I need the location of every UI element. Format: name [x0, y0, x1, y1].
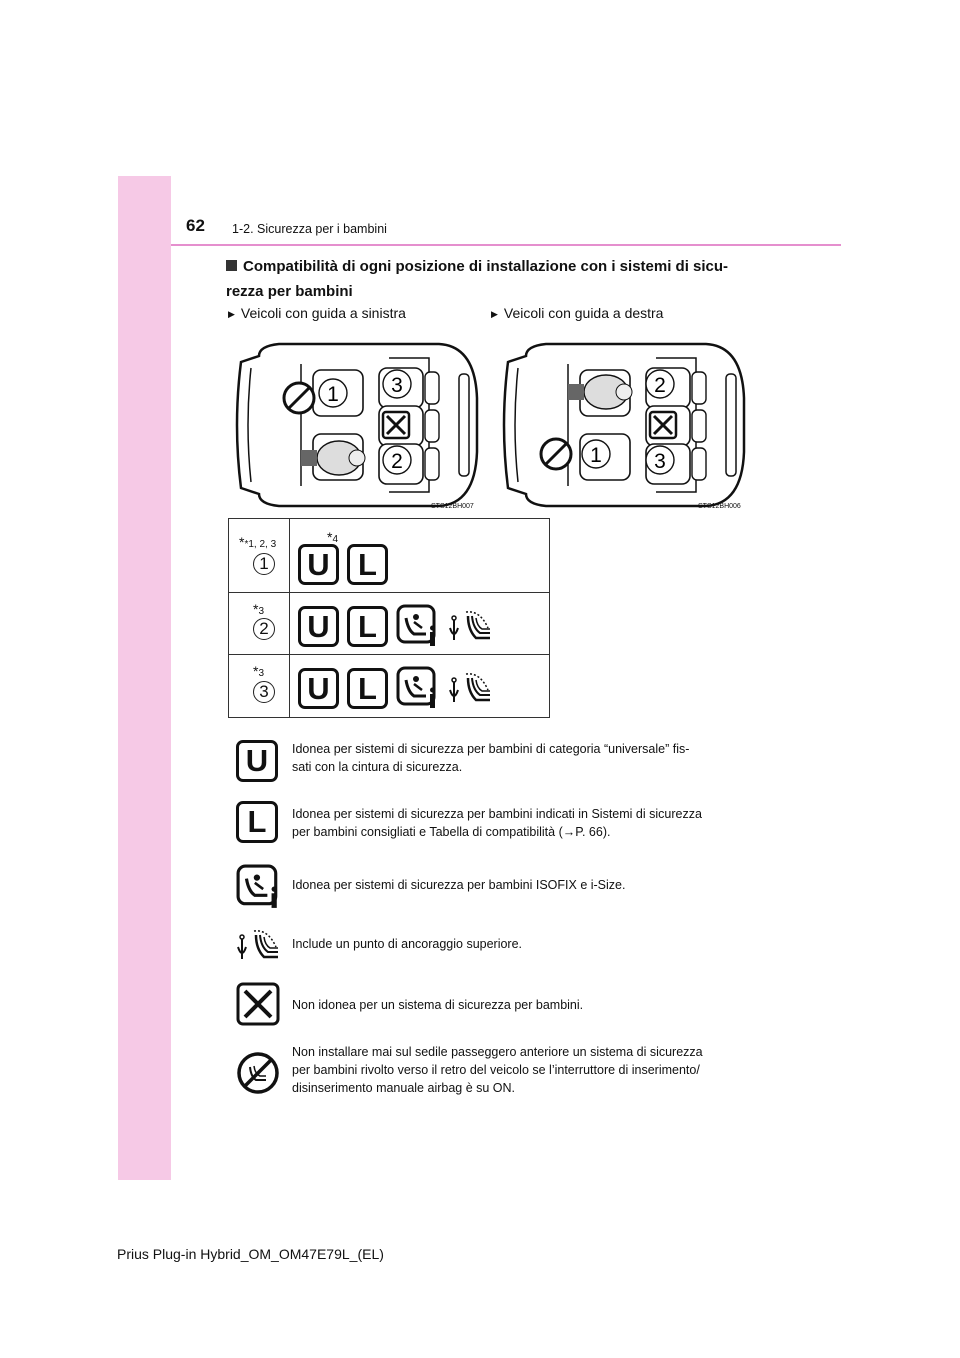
compatibility-table [228, 518, 550, 718]
page-number: 62 [186, 216, 205, 235]
square-bullet-icon [226, 260, 237, 271]
no-rear-facing-seat-icon [236, 1051, 280, 1095]
top-tether-anchor-icon [236, 925, 282, 965]
svg-text:2: 2 [391, 450, 403, 473]
universal-u-icon: U [298, 668, 339, 709]
car-diagram-left [229, 338, 481, 512]
triangle-bullet-icon: ▶ [491, 309, 498, 319]
listed-l-icon: L [347, 668, 388, 709]
seat-number: 1 [253, 553, 275, 575]
footnote-mark: *4 [327, 529, 339, 545]
legend-text: Non installare mai sul sedile passeggero anteriore un sistema di sicurezza per bambini rivolto verso il retro del veicolo se l’interruttore di inserimento/ disinserimento manuale airbag è su ON. [292, 1045, 703, 1095]
icons-cell [290, 593, 550, 655]
universal-u-icon: U [298, 544, 339, 585]
table-row [229, 519, 550, 593]
page-sidebar-tab [118, 176, 171, 1180]
isofix-seat-icon [396, 604, 440, 648]
svg-text:1: 1 [327, 383, 339, 406]
subheading-right-text: Veicoli con guida a destra [503, 305, 664, 321]
legend-text: Idonea per sistemi di sicurezza per bambini di categoria “universale” fis- sati con la cintura di sicurezza. [292, 742, 690, 774]
isofix-seat-icon [236, 864, 282, 910]
subheading-left-text: Veicoli con guida a sinistra [240, 305, 406, 321]
footnote-mark: *3 [253, 601, 265, 617]
table-row [229, 655, 550, 718]
seat-number: 3 [253, 681, 275, 703]
figure-code-right: STS12BH006 [698, 503, 741, 510]
icons-cell [290, 655, 550, 718]
universal-u-icon: U [236, 740, 278, 782]
subheading-left [228, 305, 406, 321]
section-title-line2: rezza per bambini [226, 283, 353, 300]
seat-number: 2 [253, 618, 275, 640]
header-rule [171, 244, 841, 246]
footer-text: Prius Plug-in Hybrid_OM_OM47E79L_(EL) [117, 1246, 384, 1262]
seat-number-cell [229, 519, 290, 593]
legend-text: Non idonea per un sistema di sicurezza per bambini. [292, 998, 584, 1012]
svg-text:3: 3 [391, 374, 403, 397]
icons-cell [290, 519, 550, 593]
seat-number-cell [229, 655, 290, 718]
figure-code-left: STS12BH007 [431, 503, 474, 510]
isofix-seat-icon [396, 666, 440, 710]
svg-text:3: 3 [654, 450, 666, 473]
footnote-mark: *3 [253, 663, 265, 679]
car-diagram-right [496, 338, 748, 512]
legend-item [236, 740, 756, 784]
universal-u-icon: U [298, 606, 339, 647]
listed-l-icon: L [236, 801, 278, 843]
footnote-mark: **1, 2, 3 [239, 534, 277, 550]
chapter-title: 1-2. Sicurezza per i bambini [232, 222, 387, 236]
legend-item [236, 1043, 756, 1103]
legend-text: Idonea per sistemi di sicurezza per bambini indicati in Sistemi di sicurezza per bambini consigliati e Tabella di compatibilità (→P. 66). [292, 807, 702, 839]
legend-item [236, 864, 756, 910]
section-title-line1: Compatibilità di ogni posizione di installazione con i sistemi di sicu- [243, 258, 729, 275]
listed-l-icon: L [347, 606, 388, 647]
svg-text:2: 2 [654, 374, 666, 397]
legend-item [236, 925, 756, 965]
svg-text:1: 1 [590, 444, 602, 467]
seat-number-cell [229, 593, 290, 655]
table-row [229, 593, 550, 655]
listed-l-icon: L [347, 544, 388, 585]
legend-item [236, 982, 756, 1028]
top-tether-anchor-icon [448, 606, 494, 646]
legend-text: Idonea per sistemi di sicurezza per bambini ISOFIX e i-Size. [292, 878, 626, 892]
subheading-right [491, 305, 663, 321]
triangle-bullet-icon: ▶ [228, 309, 235, 319]
legend-text: Include un punto di ancoraggio superiore. [292, 937, 523, 951]
top-tether-anchor-icon [448, 668, 494, 708]
legend-item [236, 801, 756, 845]
x-mark-icon [236, 982, 280, 1026]
section-title [226, 254, 746, 304]
